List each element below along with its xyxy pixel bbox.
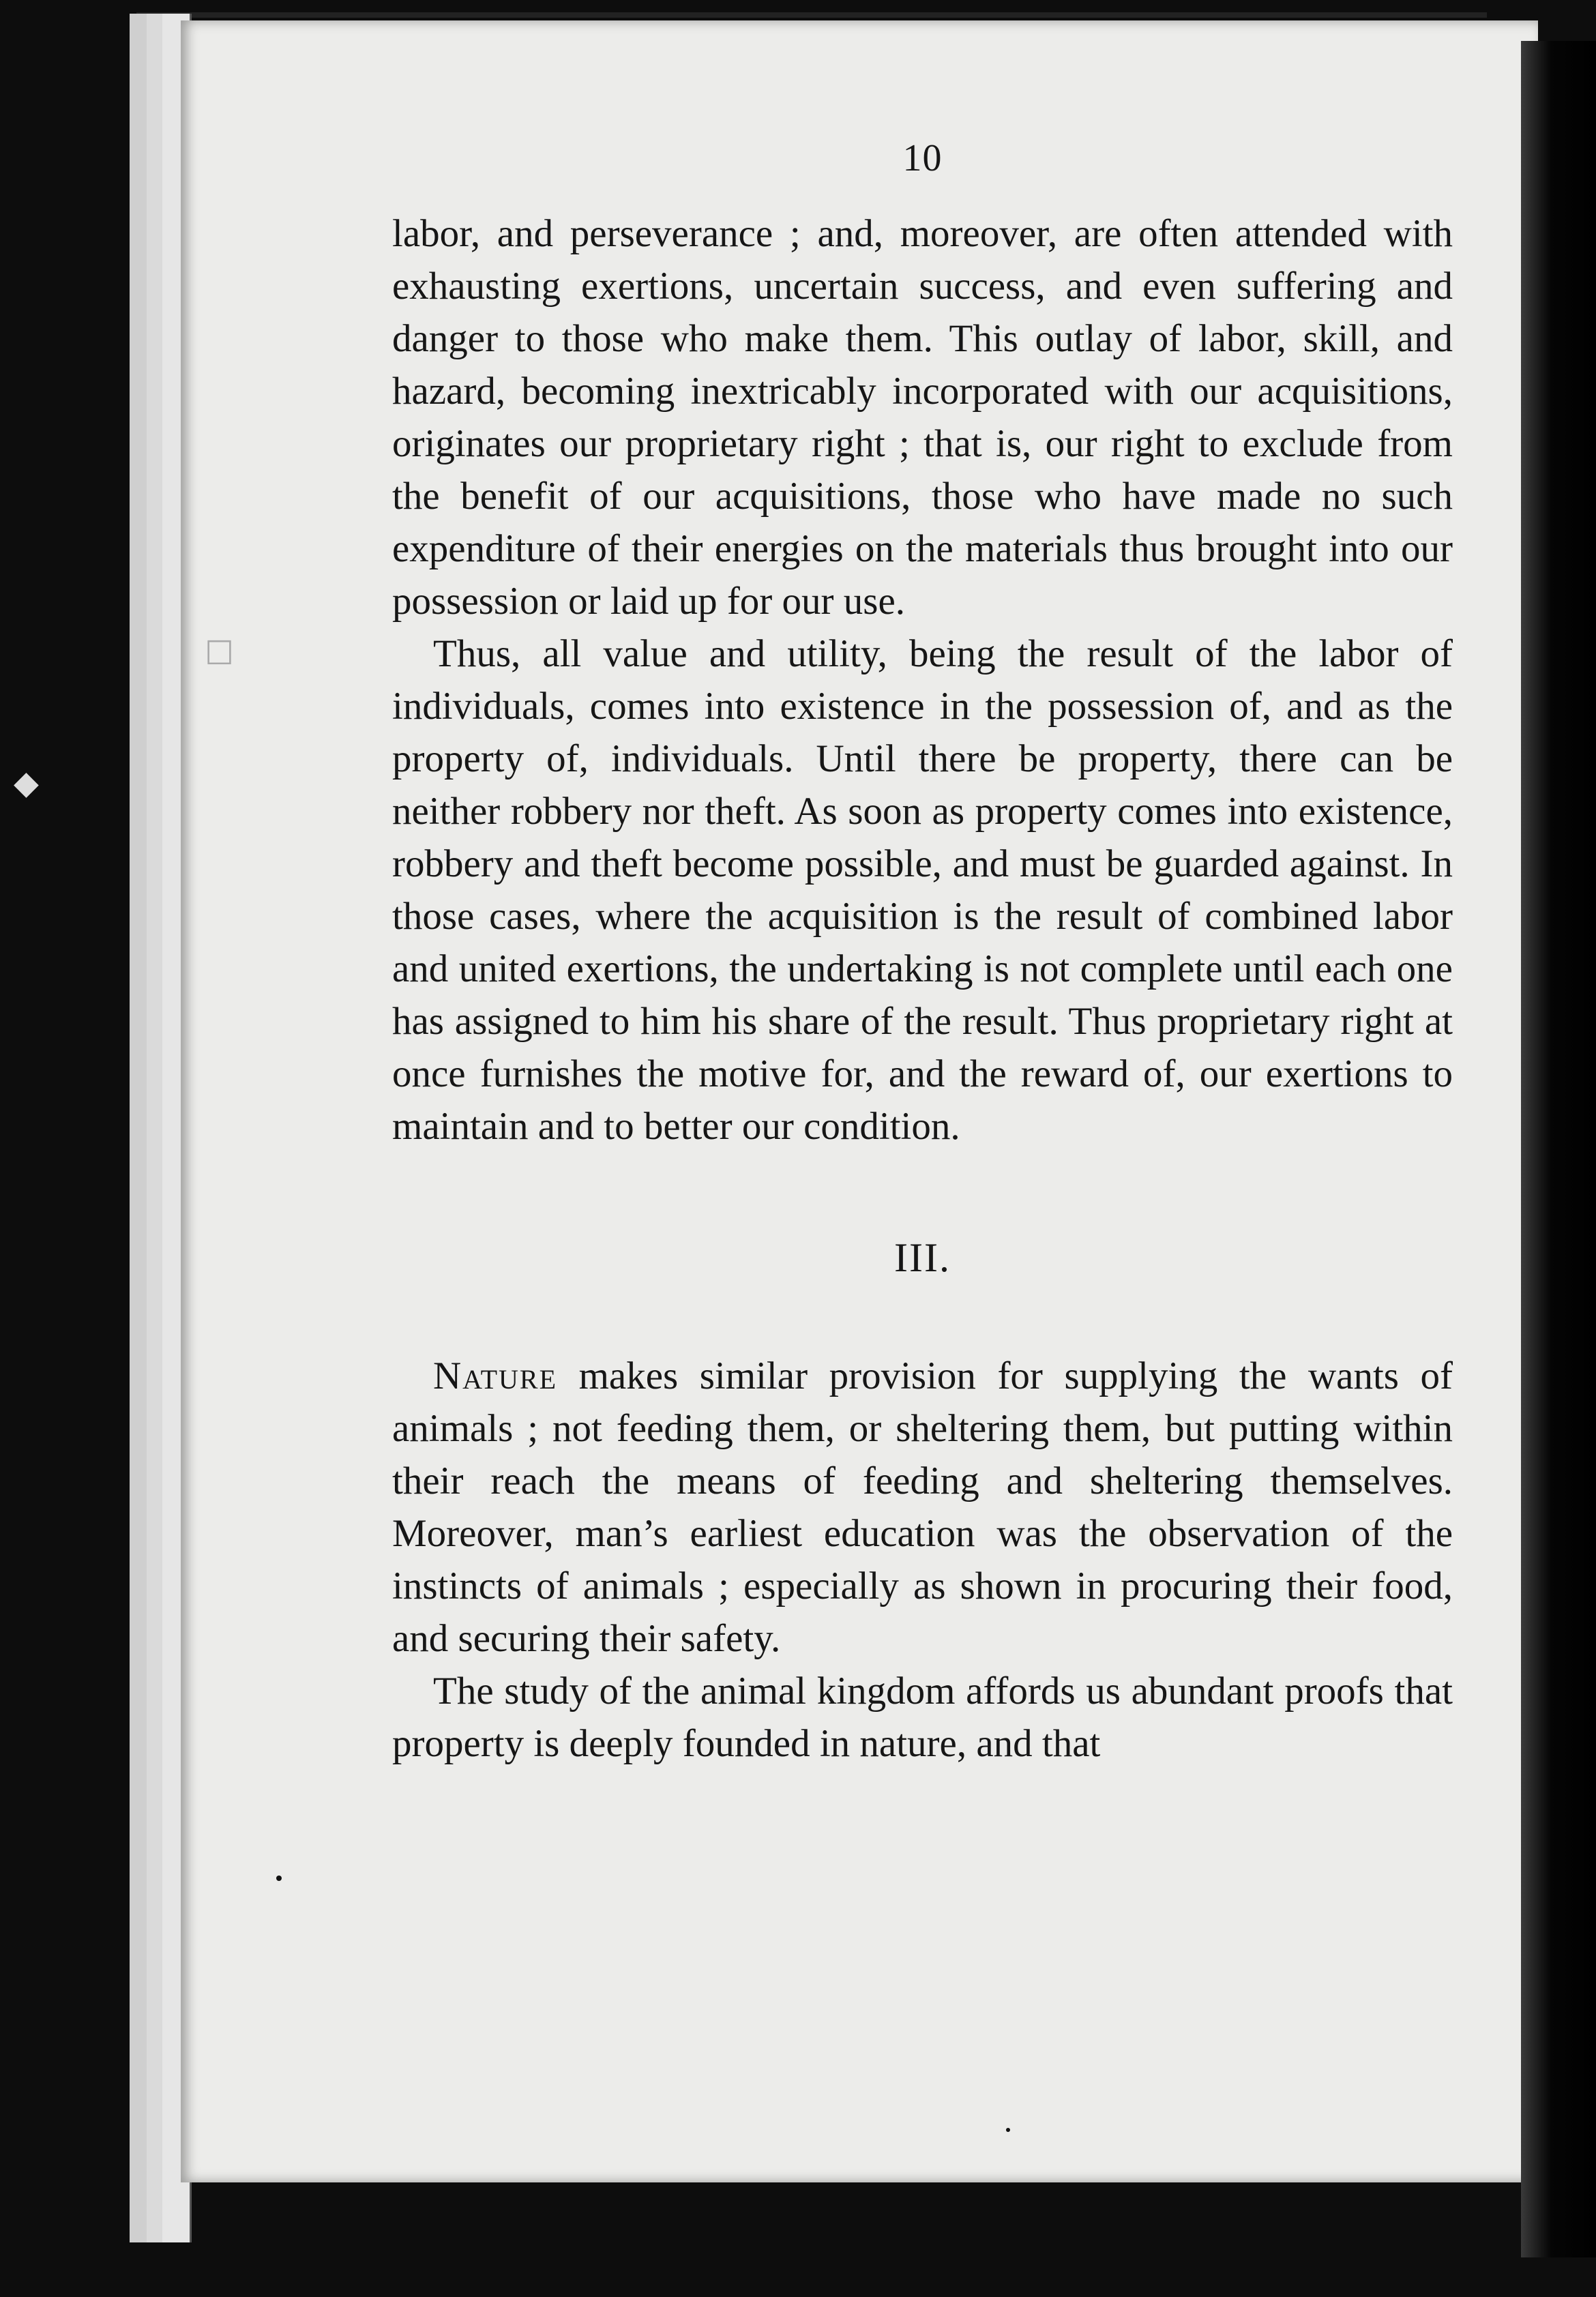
paragraph: Thus, all value and utility, being the result of the labor of individuals, comes into existence in the possession of, and as the property of, individuals. Until there be property, there can be neither robbery nor theft. As soon as property comes into existence, robbery and theft become possible, and must be guarded against. In those cases, where the acquisition is the result of combined labor and united exertions, the undertaking is not complete until each one has assigned to him his share of the result. Thus proprietary right at once furnishes the motive for, and the reward of, our exertions to maintain and to better our condition. [392, 632, 1453, 1148]
paragraph: The study of the animal kingdom affords us abundant proofs that property is deeply founded in nature, and that [392, 1670, 1453, 1765]
ink-speck [276, 1876, 282, 1881]
text-column [392, 136, 1453, 1770]
binding-shadow [1521, 41, 1596, 2257]
top-edge [136, 12, 1487, 18]
margin-mark: ◆ [14, 764, 39, 802]
paragraph: labor, and perseverance ; and, moreover, are often attended with exhausting exertions, uncertain success, and even suffering and danger to those who make them. This outlay of labor, skill, and hazard, becoming inextricably incorporated with our acquisitions, originates our proprietary right ; that is, our right to exclude from the benefit of our acquisitions, those who have made no such expenditure of their energies on the materials thus brought into our possession or laid up for our use. [392, 212, 1453, 623]
paragraph-text: makes similar provision for supplying the wants of animals ; not feeding them, or sheltering them, but putting within their reach the means of feeding and sheltering themselves. Moreover, man’s earliest education was the observation of the instincts of animals ; especially as shown in procuring their food, and securing their safety. [392, 1354, 1453, 1660]
lead-word: Nature [433, 1354, 558, 1397]
margin-mark: ☐ [205, 634, 235, 672]
paragraph [392, 1350, 1453, 1665]
page-number: 10 [902, 137, 943, 179]
ink-speck [1006, 2128, 1010, 2132]
section-heading: III. [894, 1235, 951, 1280]
